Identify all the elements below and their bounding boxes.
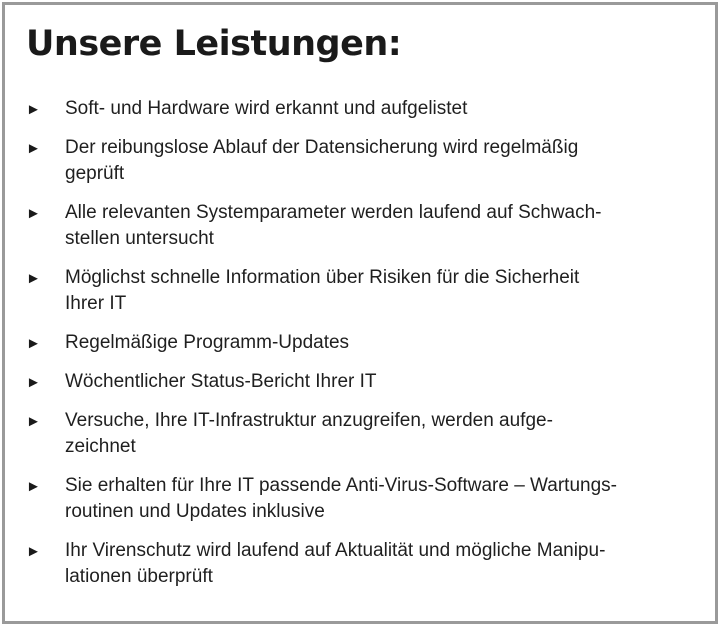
list-item-text: Der reibungslose Ablauf der Datensicherung wird regelmäßig geprüft xyxy=(65,137,579,184)
list-item xyxy=(5,473,715,525)
list-item xyxy=(5,408,715,460)
triangle-bullet-icon: ► xyxy=(26,205,41,222)
list-item-text: Versuche, Ihre IT-Infrastruktur anzugreifen, werden aufge- zeichnet xyxy=(65,410,553,457)
triangle-bullet-icon: ► xyxy=(26,478,41,495)
triangle-bullet-icon: ► xyxy=(26,140,41,157)
list-item-text: Regelmäßige Programm-Updates xyxy=(65,332,350,353)
list-item-text: Alle relevanten Systemparameter werden laufend auf Schwach- stellen untersucht xyxy=(65,202,602,249)
list-item xyxy=(5,200,715,252)
page-title: Unsere Leistungen: xyxy=(26,24,402,64)
list-item xyxy=(5,369,715,395)
list-item-text: Sie erhalten für Ihre IT passende Anti-Virus-Software – Wartungs- routinen und Updates inklusive xyxy=(65,475,617,522)
list-item-text: Soft- und Hardware wird erkannt und aufgelistet xyxy=(65,98,468,119)
list-item xyxy=(5,538,715,590)
list-item-text: Wöchentlicher Status-Bericht Ihrer IT xyxy=(65,371,377,392)
list-item xyxy=(5,135,715,187)
triangle-bullet-icon: ► xyxy=(26,101,41,118)
triangle-bullet-icon: ► xyxy=(26,543,41,560)
list-item xyxy=(5,96,715,122)
triangle-bullet-icon: ► xyxy=(26,413,41,430)
services-list xyxy=(5,96,715,603)
list-item xyxy=(5,265,715,317)
triangle-bullet-icon: ► xyxy=(26,374,41,391)
triangle-bullet-icon: ► xyxy=(26,335,41,352)
services-box xyxy=(2,2,718,624)
triangle-bullet-icon: ► xyxy=(26,270,41,287)
list-item xyxy=(5,330,715,356)
list-item-text: Ihr Virenschutz wird laufend auf Aktualität und mögliche Manipu- lationen überprüft xyxy=(65,540,606,587)
list-item-text: Möglichst schnelle Information über Risiken für die Sicherheit Ihrer IT xyxy=(65,267,580,314)
